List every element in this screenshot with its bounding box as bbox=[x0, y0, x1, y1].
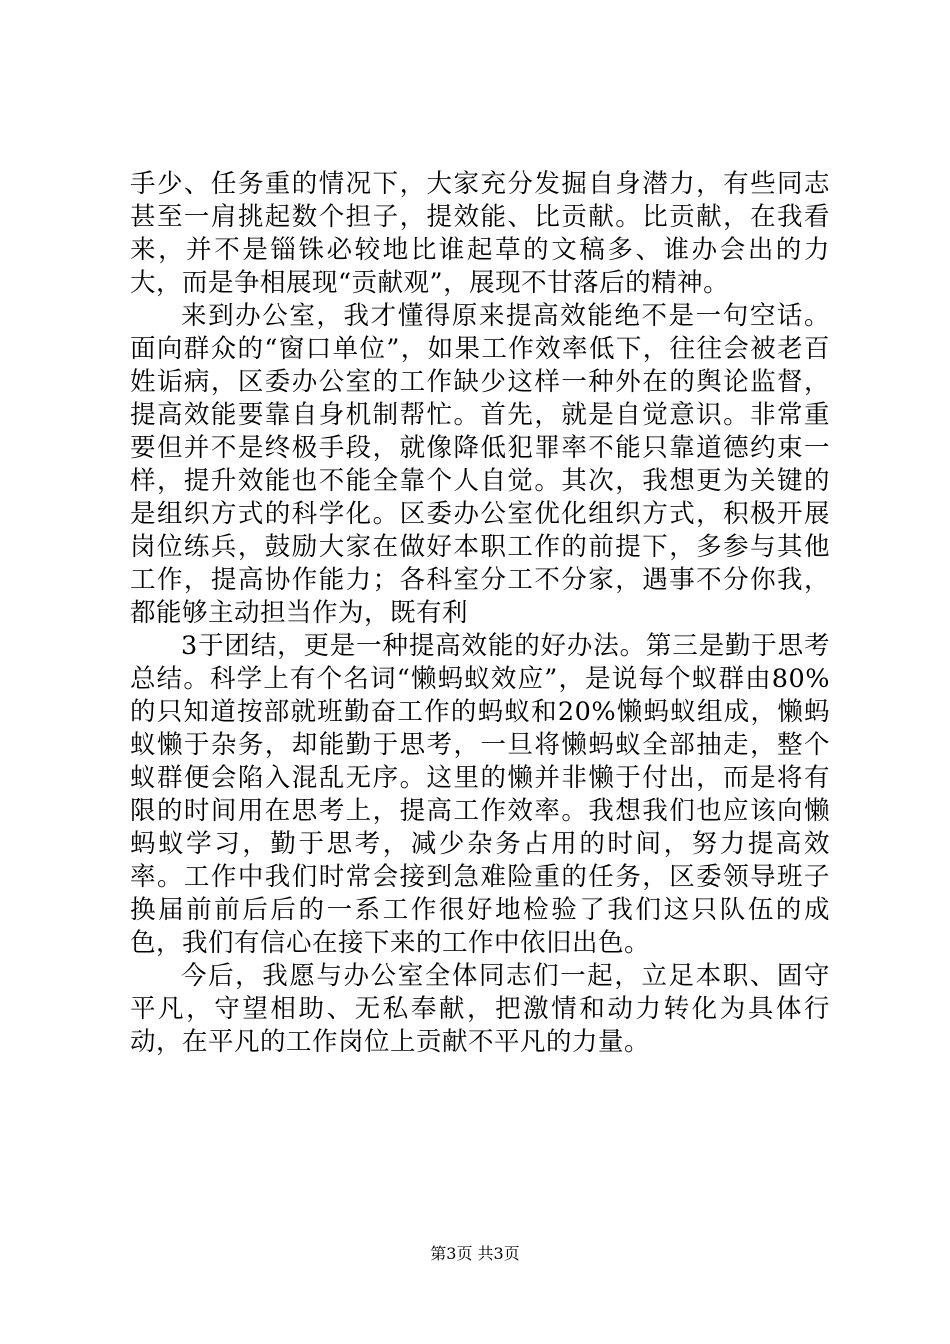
paragraph-continuation: 手少、任务重的情况下，大家充分发掘自身潜力，有些同志甚至一肩挑起数个担子，提效能、比贡献。比贡献，在我看来，并不是锱铢必较地比谁起草的文稿多、谁办会出的力大，而是争相展现“贡献观”，展现不甘落后的精神。 bbox=[130, 169, 830, 298]
paragraph-conclusion: 今后，我愿与办公室全体同志们一起，立足本职、固守平凡，守望相助、无私奉献，把激情和动力转化为具体行动，在平凡的工作岗位上贡献不平凡的力量。 bbox=[130, 961, 830, 1057]
document-body bbox=[130, 168, 830, 1059]
paragraph-lazy-ant: 3于团结，更是一种提高效能的好办法。第三是勤于思考总结。科学上有个名词“懒蚂蚁效应”，是说每个蚁群由80%的只知道按部就班勤奋工作的蚂蚁和20%懒蚂蚁组成，懒蚂蚁懒于杂务，却能勤于思考，一旦将懒蚂蚁全部抽走，整个蚁群便会陷入混乱无序。这里的懒并非懒于付出，而是将有限的时间用在思考上，提高工作效率。我想我们也应该向懒蚂蚁学习，勤于思考，减少杂务占用的时间，努力提高效率。工作中我们时常会接到急难险重的任务，区委领导班子换届前前后后的一系工作很好地检验了我们这只队伍的成色，我们有信心在接下来的工作中依旧出色。 bbox=[130, 631, 830, 958]
paragraph-efficiency: 来到办公室，我才懂得原来提高效能绝不是一句空话。面向群众的“窗口单位”，如果工作效率低下，往往会被老百姓诟病，区委办公室的工作缺少这样一种外在的舆论监督，提高效能要靠自身机制帮忙。首先，就是自觉意识。非常重要但并不是终极手段，就像降低犯罪率不能只靠道德约束一样，提升效能也不能全靠个人自觉。其次，我想更为关键的是组织方式的科学化。区委办公室优化组织方式，积极开展岗位练兵，鼓励大家在做好本职工作的前提下，多参与其他工作，提高协作能力；各科室分工不分家，遇事不分你我，都能够主动担当作为，既有利 bbox=[130, 301, 830, 628]
page-footer: 第3页 共3页 bbox=[430, 1244, 520, 1263]
